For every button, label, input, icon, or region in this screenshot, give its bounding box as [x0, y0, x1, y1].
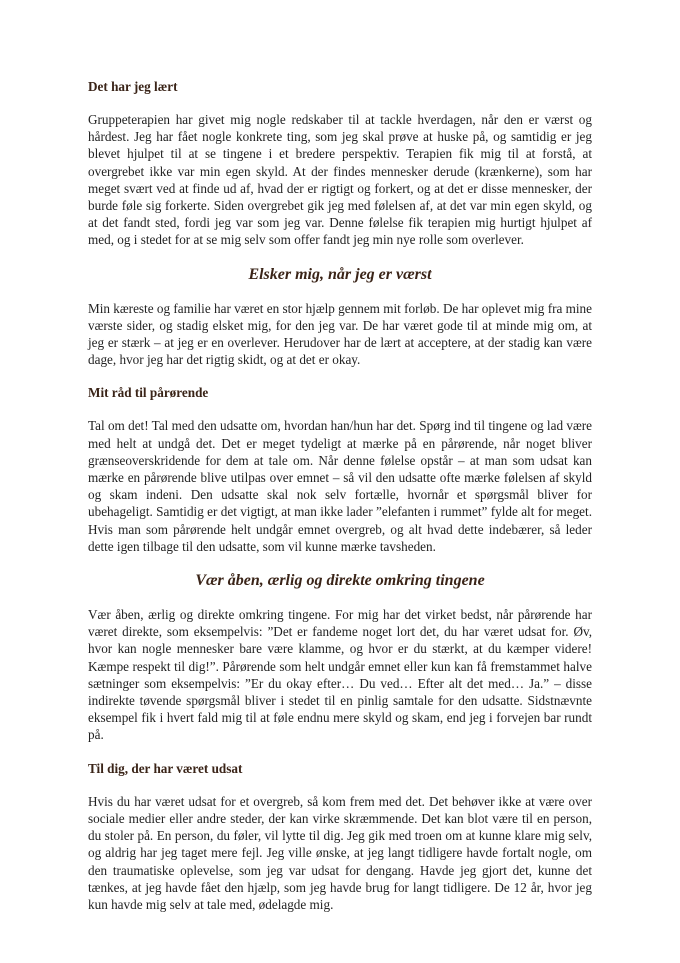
paragraph-vaer-aaben: Vær åben, ærlig og direkte omkring tingene. For mig har det virket bedst, når pårørende har været direkte, som eksempelvis: ”Det er fandeme noget lort det, du har været udsat for. Øv, hvor kan nogle mennesker bare være klamme, og hvor er du stærkt, at du kæmper videre! Kæmpe respekt til dig!”. Pårørende som helt undgår emnet eller kun kan få fremstammet halve sætninger som eksempelvis: ”Er du okay efter… Du ved… Efter alt det med… Ja.” – disse indirekte tøvende spørgsmål bliver i stedet til en pinlig samtale for den udsatte. Sidstnævnte eksempel fik i hvert fald mig til at føle endnu mere skyld og skam, end jeg i forvejen bar rundt på.: [88, 607, 592, 743]
paragraph-elsker-mig: Min kæreste og familie har været en stor hjælp gennem mit forløb. De har oplevet mig fra mine værste sider, og stadig elsket mig, for den jeg var. De har været gode til at minde mig om, at jeg er stærk – at jeg er en overlever. Herudover har de lært at acceptere, at der stadig kan være dage, hvor jeg har det rigtig skidt, og at det er okay.: [88, 300, 592, 368]
heading-mit-raad: Mit råd til pårørende: [88, 385, 209, 401]
heading-vaer-aaben: Vær åben, ærlig og direkte omkring tingene: [195, 572, 485, 590]
heading-det-har-jeg-laert: Det har jeg lært: [88, 79, 178, 94]
paragraph-mit-raad: Tal om det! Tal med den udsatte om, hvordan han/hun har det. Spørg ind til tingene og lad være med helt at undgå det. Det er meget tydeligt at mærke på en pårørende, når noget bliver grænseoverskridende for dem at tale om. Når denne følelse opstår – at man som udsat kan mærke en pårørende blive utilpas over emnet – så vil den udsatte ofte mærke følelsen af skyld og skam indeni. Den udsatte skal nok selv fortælle, hvornår et spørgsmål bliver for ubehageligt. Samtidig er det vigtigt, at man ikke lader ”elefanten i rummet” fylde alt for meget. Hvis man som pårørende helt undgår emnet overgreb, og alt hvad dette indebærer, så leder dette igen tilbage til den udsatte, som vil kunne mærke tavsheden.: [88, 418, 592, 554]
paragraph-til-dig: Hvis du har været udsat for et overgreb, så kom frem med det. Det behøver ikke at være over sociale medier eller andre steder, der kan virke skræmmende. Det kan blot være til en person, du stoler på. En person, du føler, vil lytte til dig. Jeg gik med troen om at kunne klare mig selv, og aldrig har jeg taget mere fejl. Jeg ville ønske, at jeg langt tidligere havde fortalt nogle, om den traumatiske oplevelse, som jeg var udsat for dengang. Havde jeg gjort det, kunne det tænkes, at jeg havde fået den hjælp, som jeg havde brug for langt tidligere. De 12 år, hvor jeg kun havde mig selv at tale med, ødelagde mig.: [88, 793, 592, 912]
paragraph-det-har-jeg-laert: Gruppeterapien har givet mig nogle redskaber til at tackle hverdagen, når den er værst og hårdest. Jeg har fået nogle konkrete ting, som jeg skal prøve at huske på, og samtidig er jeg blevet hjulpet til at se tingene i et bredere perspektiv. Terapien fik mig til at forstå, at overgrebet ikke var min egen skyld. At der findes mennesker derude (krænkerne), som har meget svært ved at finde ud af, hvad der er rigtigt og forkert, og at det er disse mennesker, der burde føle sig forkerte. Siden overgrebet gik jeg med følelsen af, at det var min egen skyld, og at det fandt sted, fordi jeg var som jeg var. Denne følelse fik terapien mig hurtigt hjulpet af med, og i stedet for at se mig selv som offer fandt jeg min nye rolle som overlever.: [88, 112, 592, 248]
heading-til-dig: Til dig, der har været udsat: [88, 760, 243, 776]
heading-elsker-mig: Elsker mig, når jeg er værst: [248, 265, 432, 283]
